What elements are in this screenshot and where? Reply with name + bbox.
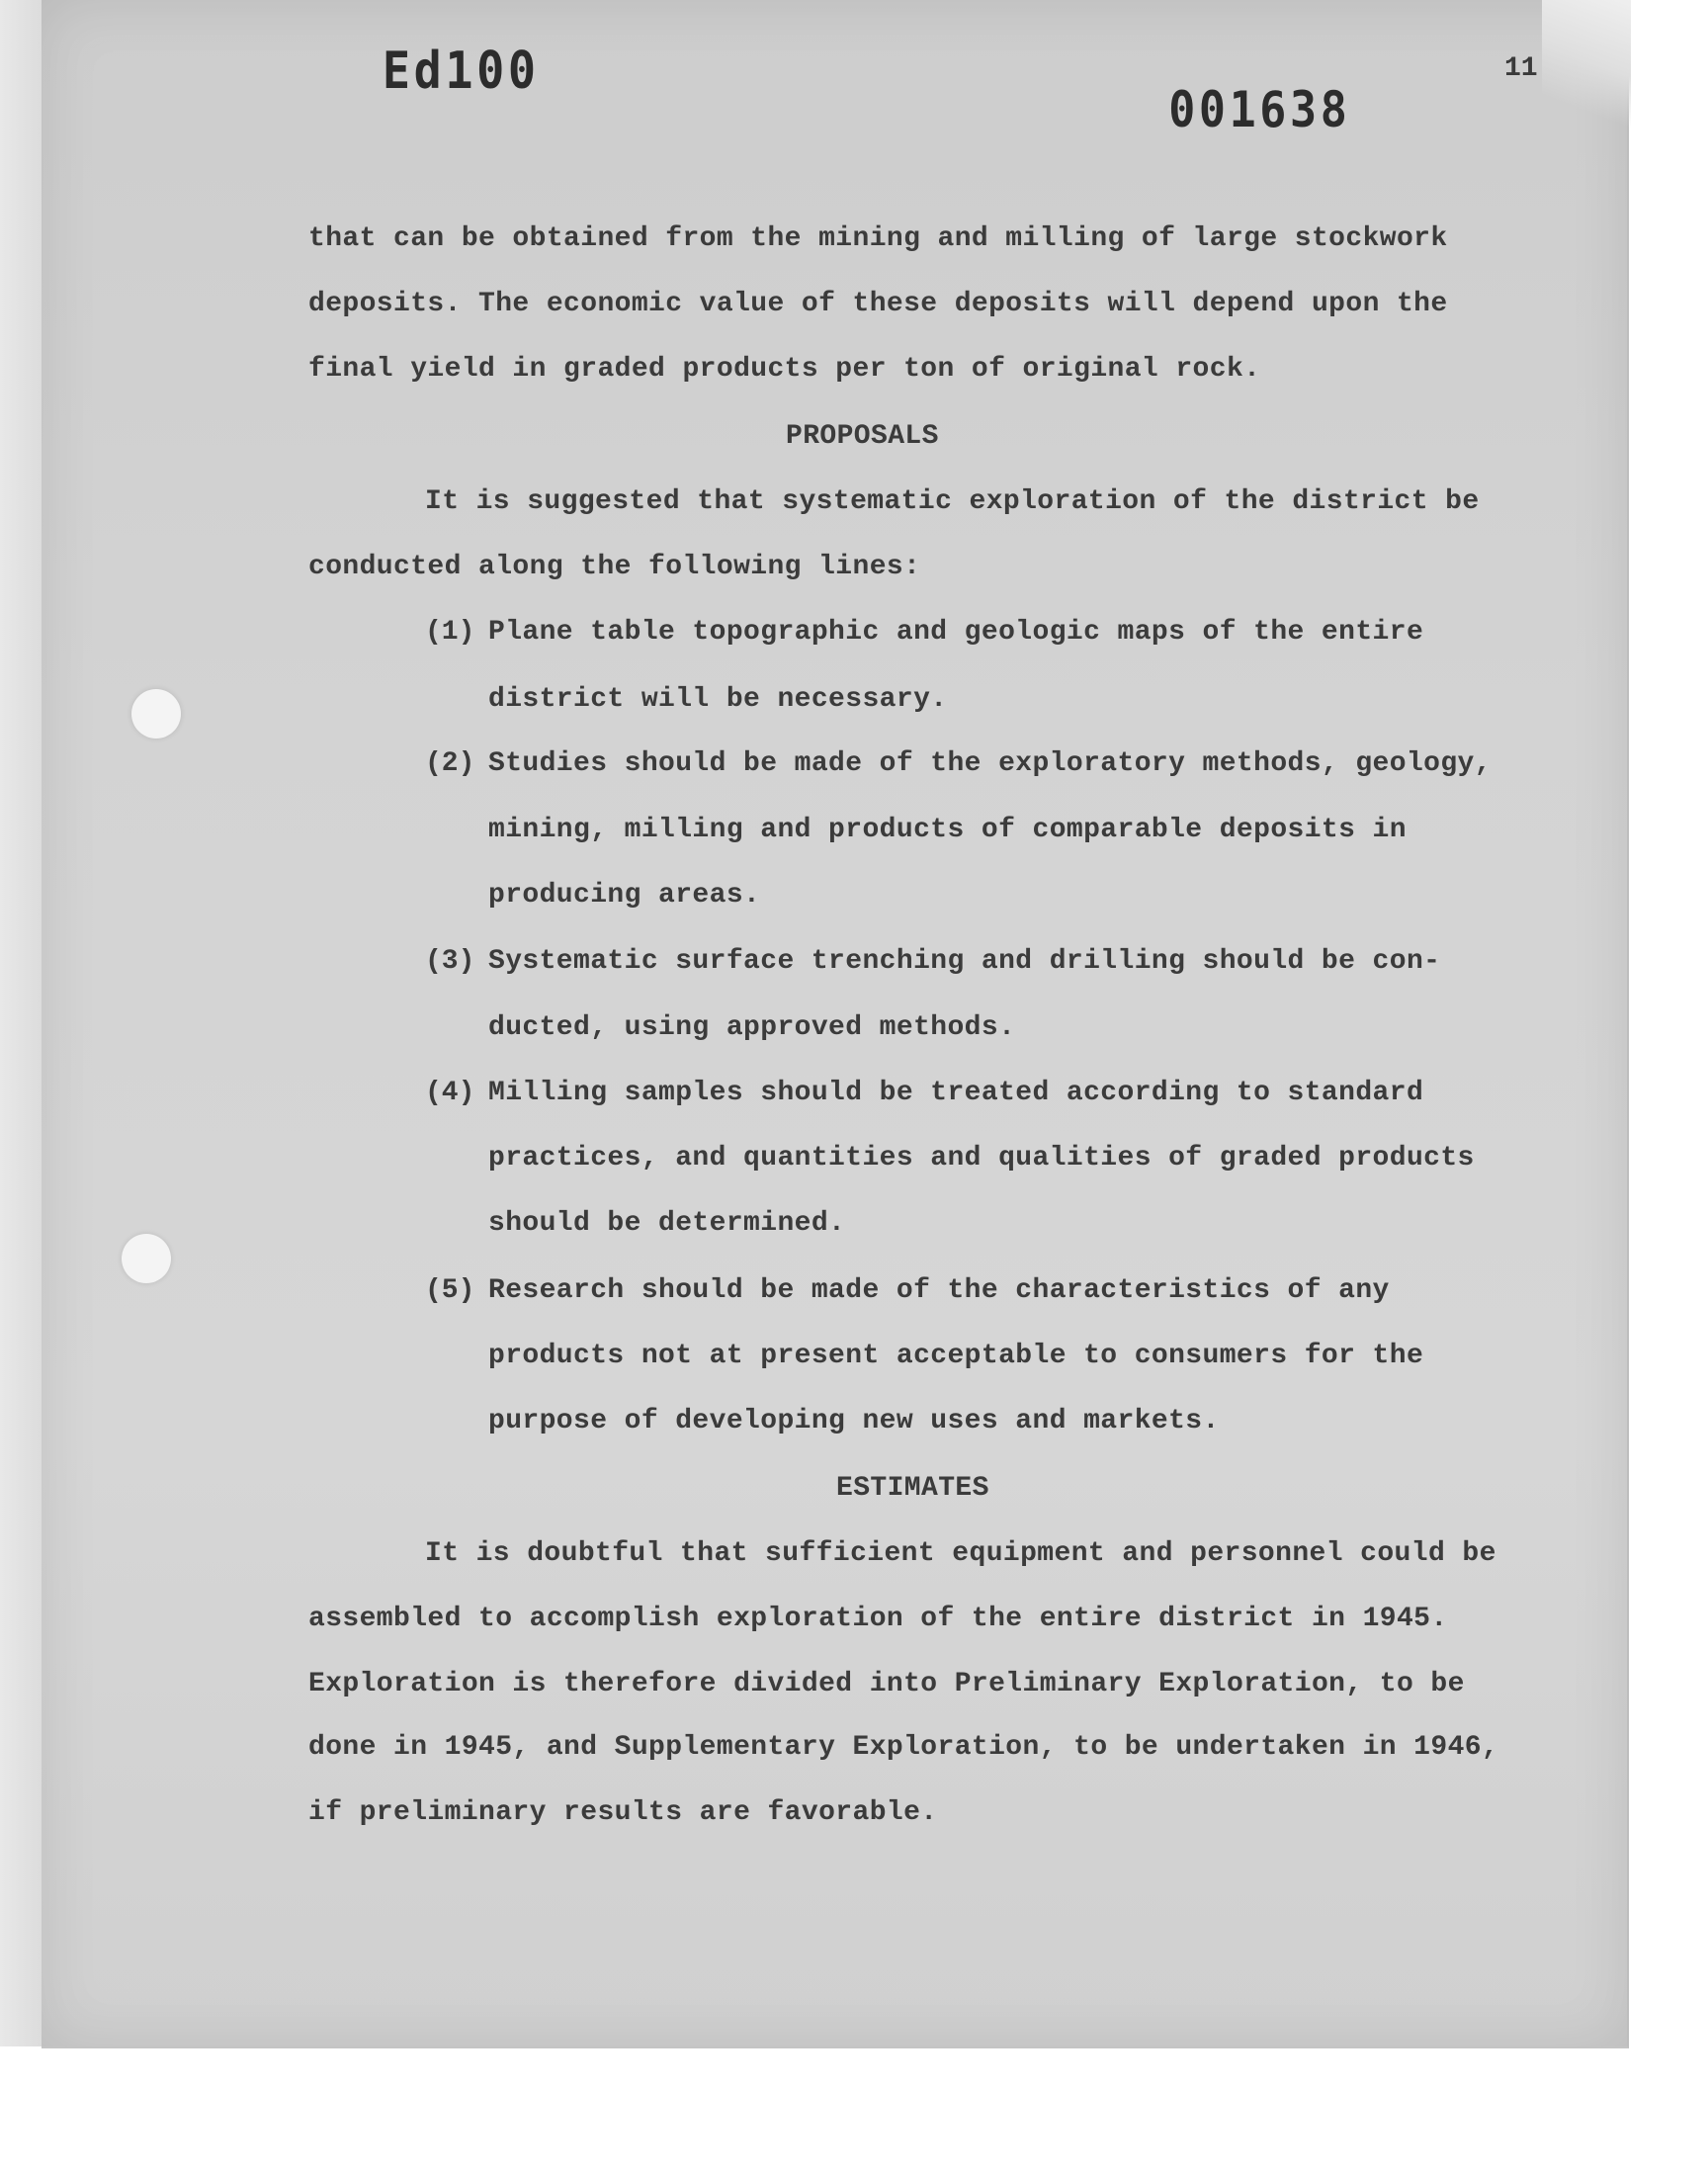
list-item-line: purpose of developing new uses and markets.: [488, 1406, 1220, 1436]
list-item-line: producing areas.: [488, 880, 761, 911]
list-item-number: (5): [425, 1275, 475, 1306]
page-number: 11: [1504, 53, 1538, 84]
section-heading-proposals: PROPOSALS: [786, 421, 939, 452]
list-item-line: ducted, using approved methods.: [488, 1012, 1016, 1043]
list-item-line: Research should be made of the characteristics of any: [488, 1275, 1390, 1306]
proposals-lead-line: conducted along the following lines:: [308, 552, 921, 582]
punch-hole-top: [131, 689, 181, 739]
estimates-line: assembled to accomplish exploration of the entire district in 1945.: [308, 1604, 1448, 1634]
list-item-line: practices, and quantities and qualities of graded products: [488, 1143, 1475, 1174]
list-item-number: (3): [425, 946, 475, 977]
list-item-number: (2): [425, 748, 475, 779]
section-heading-estimates: ESTIMATES: [836, 1473, 989, 1504]
page-corner-fold: [1542, 0, 1631, 138]
proposals-lead-line: It is suggested that systematic exploration of the district be: [425, 486, 1480, 517]
estimates-line: done in 1945, and Supplementary Exploration, to be undertaken in 1946,: [308, 1732, 1499, 1763]
list-item-number: (4): [425, 1078, 475, 1108]
punch-hole-bottom: [122, 1234, 171, 1283]
list-item-line: Plane table topographic and geologic maps of the entire: [488, 617, 1424, 648]
list-item-line: Systematic surface trenching and drilling should be con-: [488, 946, 1441, 977]
list-item-number: (1): [425, 617, 475, 648]
intro-line: that can be obtained from the mining and milling of large stockwork: [308, 223, 1448, 254]
document-stamp-right: 001638: [1168, 81, 1351, 138]
list-item-line: should be determined.: [488, 1208, 846, 1239]
estimates-line: if preliminary results are favorable.: [308, 1797, 938, 1828]
intro-line: deposits. The economic value of these deposits will depend upon the: [308, 289, 1448, 319]
estimates-line: Exploration is therefore divided into Preliminary Exploration, to be: [308, 1669, 1465, 1699]
list-item-line: Milling samples should be treated according to standard: [488, 1078, 1424, 1108]
list-item-line: products not at present acceptable to consumers for the: [488, 1341, 1424, 1371]
document-stamp-left: Ed100: [382, 42, 540, 101]
estimates-line: It is doubtful that sufficient equipment and personnel could be: [425, 1538, 1496, 1569]
scan-margin: [0, 0, 42, 2046]
list-item-line: Studies should be made of the exploratory methods, geology,: [488, 748, 1492, 779]
list-item-line: mining, milling and products of comparable deposits in: [488, 815, 1407, 845]
list-item-line: district will be necessary.: [488, 684, 948, 715]
intro-line: final yield in graded products per ton of original rock.: [308, 354, 1261, 385]
